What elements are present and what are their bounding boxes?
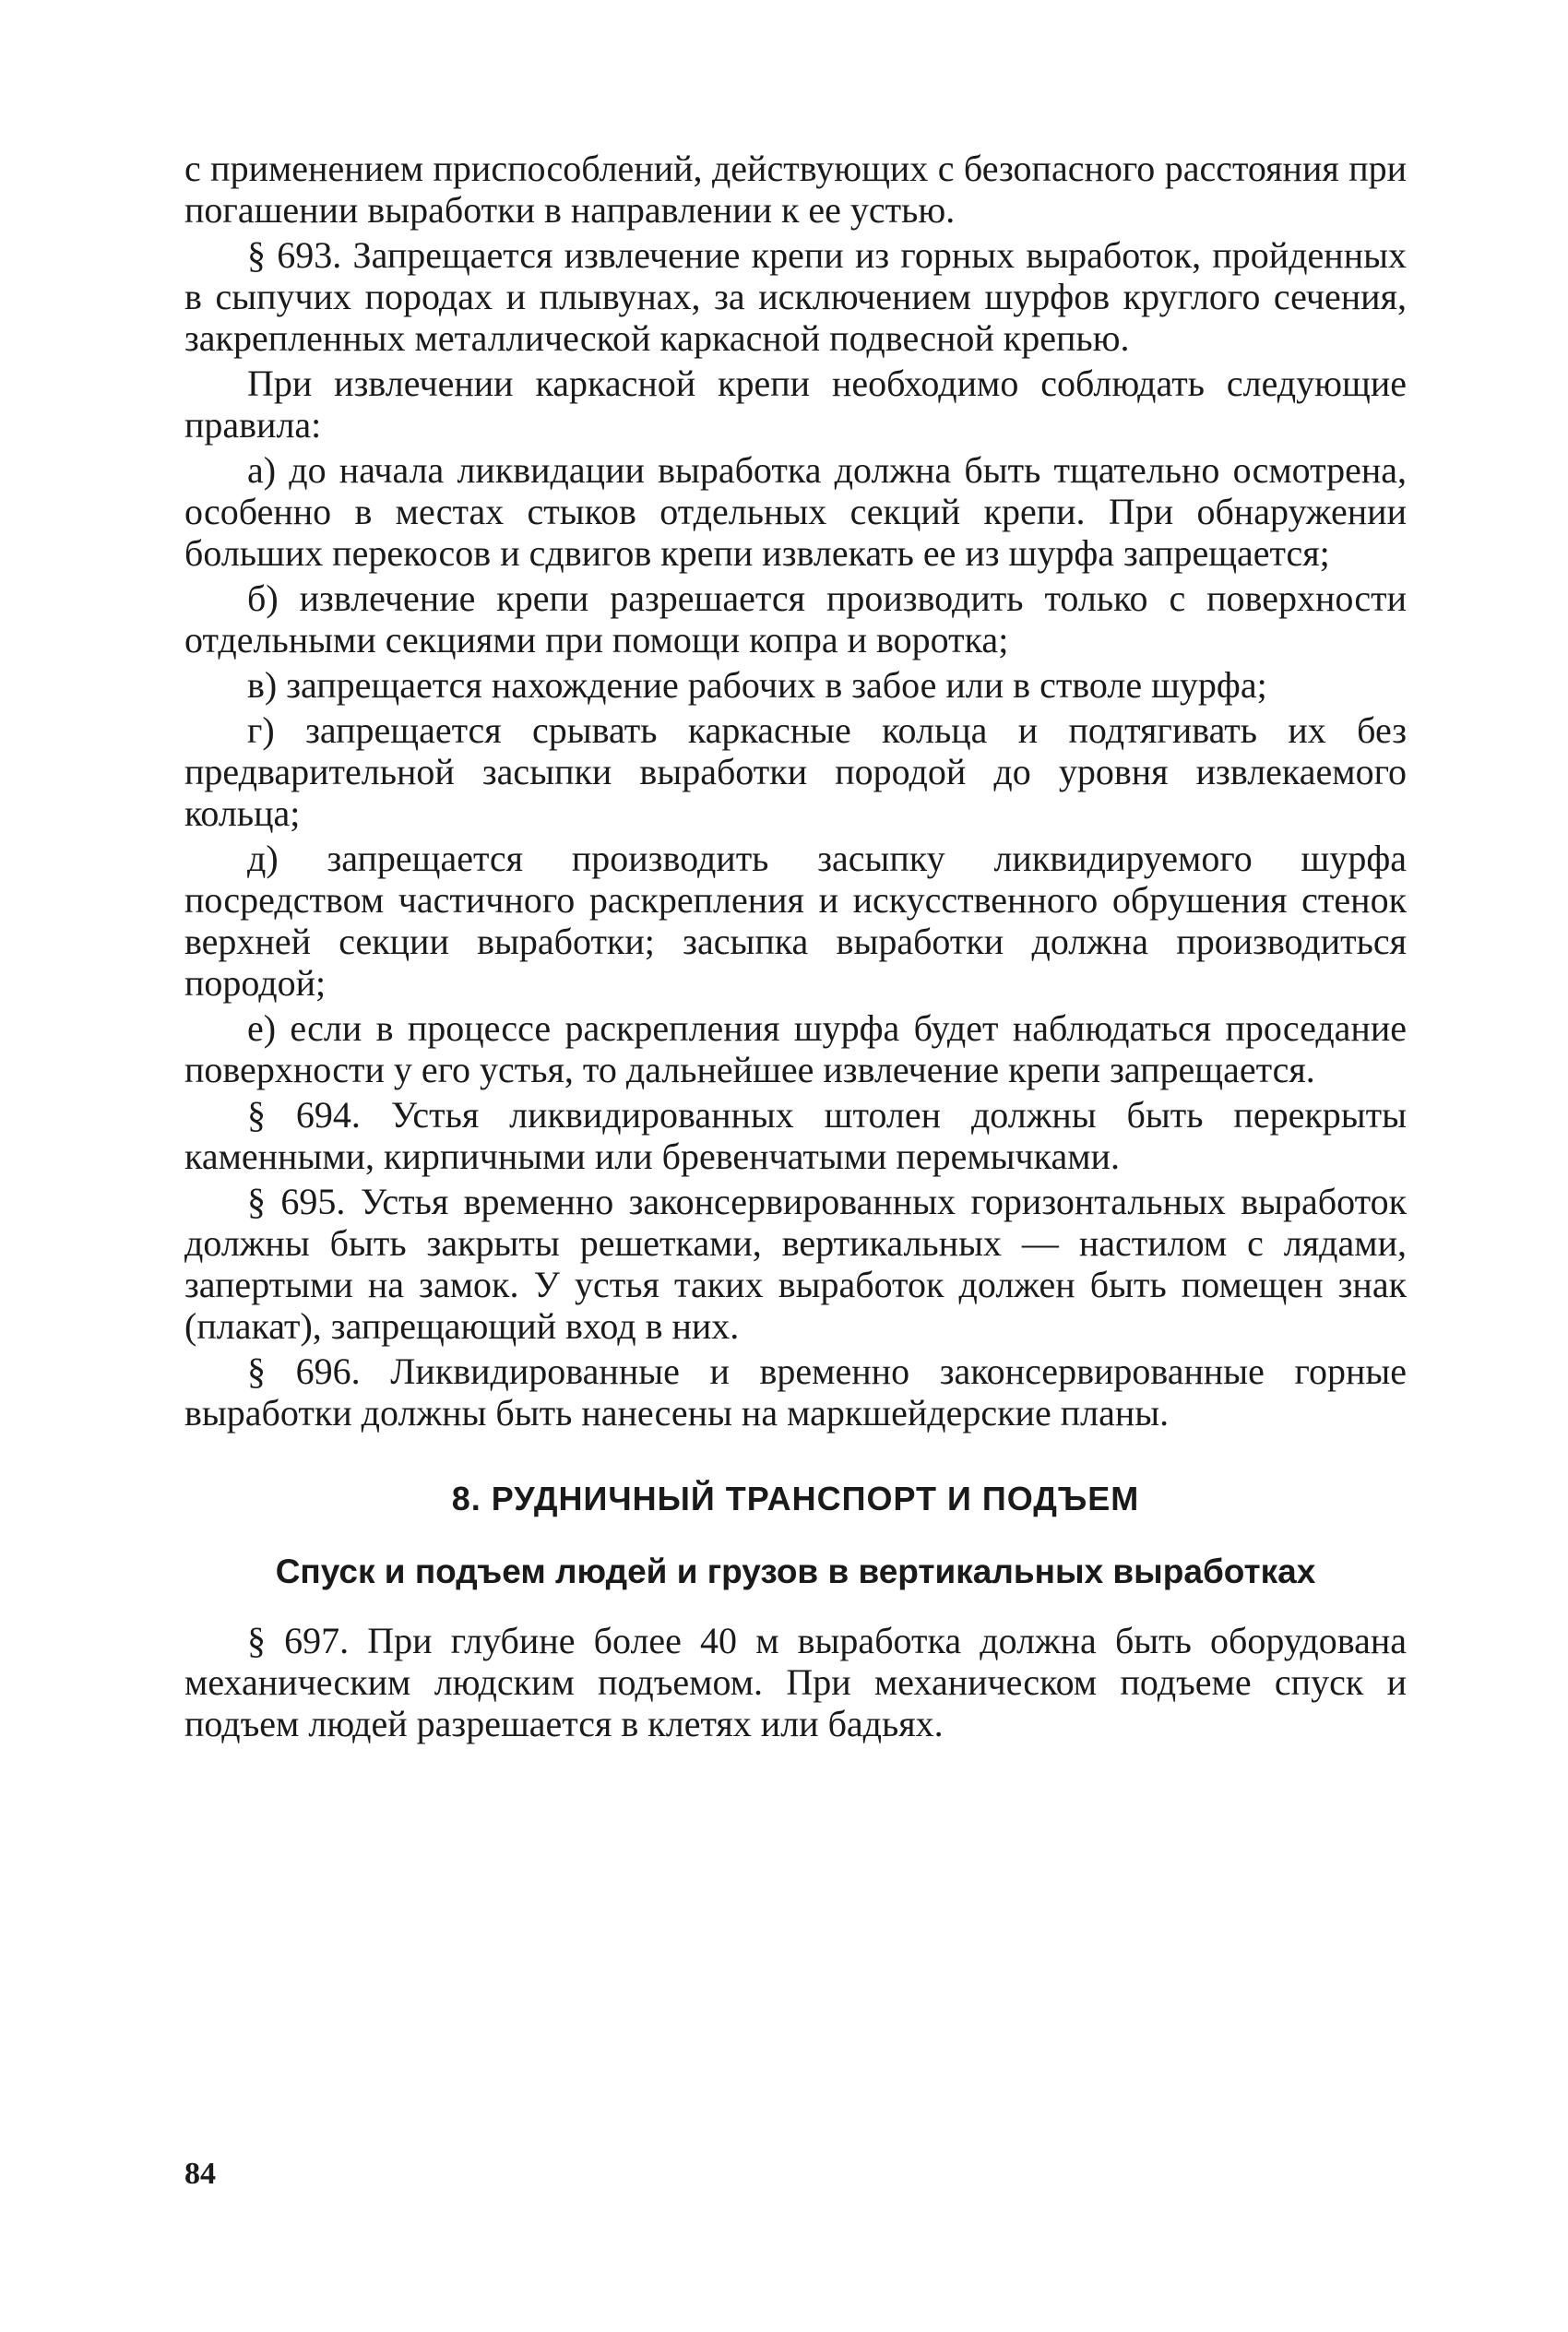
paragraph-rule-d: д) запрещается производить засыпку ликвидируемого шурфа посредством частичного раскрепления и искусственного обрушения стенок верхней секции выработки; засыпка выработки должна производиться породой; [184,838,1407,1004]
sub-heading: Спуск и подъем людей и грузов в вертикальных выработках [275,1553,1316,1590]
paragraph-694: § 694. Устья ликвидированных штолен должны быть перекрыты каменными, кирпичными или бревенчатыми перемычками. [184,1094,1407,1177]
paragraph-697: § 697. При глубине более 40 м выработка должна быть оборудована механическим людским подъемом. При механическом подъеме спуск и подъем людей разрешается в клетях или бадьях. [184,1620,1407,1744]
paragraph-rule-v: в) запрещается нахождение рабочих в забое или в стволе шурфа; [247,664,1267,706]
paragraph-693-rules: При извлечении каркасной крепи необходимо соблюдать следующие правила: [184,363,1407,446]
paragraph-696: § 696. Ликвидированные и временно законсервированные горные выработки должны быть нанесены на маркшейдерские планы. [184,1350,1407,1434]
paragraph-continuation: с применением приспособлений, действующих с безопасного расстояния при погашении выработки в направлении к ее устью. [184,148,1407,231]
page-number: 84 [184,2157,216,2191]
paragraph-693: § 693. Запрещается извлечение крепи из горных выработок, пройденных в сыпучих породах и плывунах, за исключением шурфов круглого сечения, закрепленных металлической каркасной подвесной крепью. [184,234,1407,359]
paragraph-rule-a: а) до начала ликвидации выработка должна быть тщательно осмотрена, особенно в местах стыков отдельных секций крепи. При обнаружении больших перекосов и сдвигов крепи извлекать ее из шурфа запрещается; [184,449,1407,574]
section-heading: 8. РУДНИЧНЫЙ ТРАНСПОРТ И ПОДЪЕМ [451,1480,1140,1517]
paragraph-695: § 695. Устья временно законсервированных горизонтальных выработок должны быть закрыты решетками, вертикальных — настилом с лядами, запертыми на замок. У устья таких выработок должен быть помещен знак (плакат), запрещающий вход в них. [184,1181,1407,1347]
page-body [184,148,1407,1748]
paragraph-rule-b: б) извлечение крепи разрешается производить только с поверхности отдельными секциями при помощи копра и воротка; [184,577,1407,660]
paragraph-rule-e: е) если в процессе раскрепления шурфа будет наблюдаться проседание поверхности у его устья, то дальнейшее извлечение крепи запрещается. [184,1007,1407,1090]
paragraphs-after [184,1620,1407,1744]
paragraphs-before [184,148,1407,1434]
paragraph-rule-g: г) запрещается срывать каркасные кольца и подтягивать их без предварительной засыпки выработки породой до уровня извлекаемого кольца; [184,709,1407,834]
